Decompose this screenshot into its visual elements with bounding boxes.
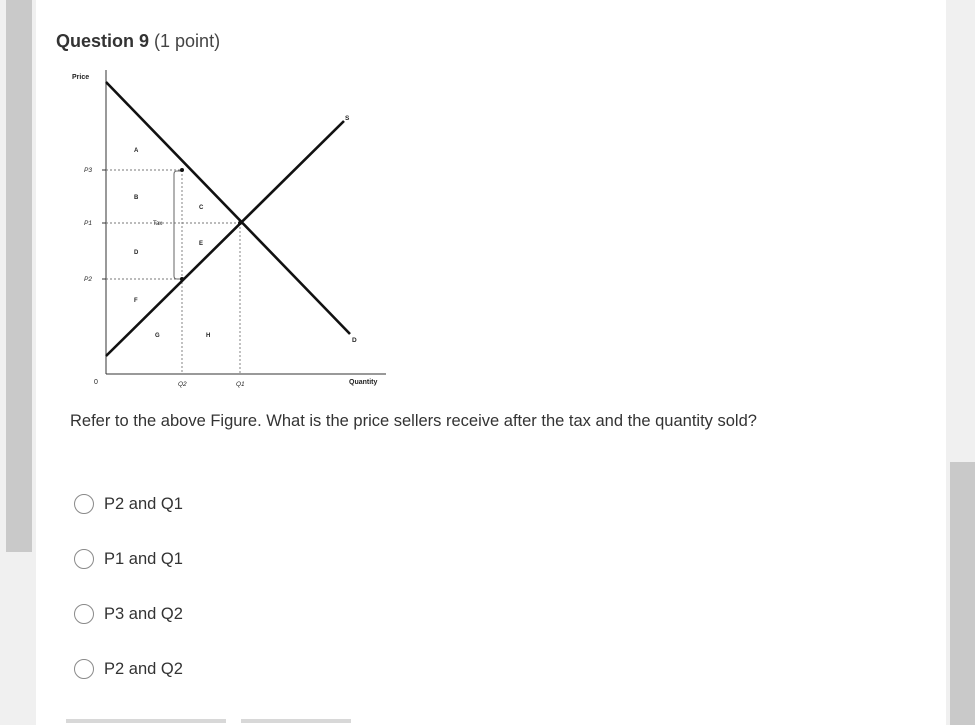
answer-option-2[interactable]	[74, 547, 183, 571]
question-title	[56, 31, 220, 52]
area-label-c: C	[199, 205, 204, 211]
tax-bracket	[174, 171, 181, 279]
footer-divider-right	[241, 719, 351, 723]
demand-curve-label: D	[352, 337, 357, 344]
question-prompt: Refer to the above Figure. What is the price sellers receive after the tax and the quantity sold?	[70, 412, 757, 430]
area-label-a: A	[134, 148, 139, 154]
answer-option-label: P2 and Q1	[104, 494, 183, 513]
price-label-p3: P3	[84, 167, 92, 174]
answer-option-1[interactable]	[74, 492, 183, 516]
area-label-g: G	[155, 333, 160, 339]
supply-curve-label: S	[345, 115, 350, 122]
left-scrollbar-thumb[interactable]	[6, 0, 32, 552]
footer-divider-left	[66, 719, 226, 723]
y-axis-label: Price	[72, 74, 90, 81]
x-axis-label: Quantity	[349, 379, 378, 386]
supply-demand-tax-figure	[66, 64, 406, 400]
price-label-p2: P2	[84, 276, 92, 283]
radio-button[interactable]	[74, 494, 94, 514]
quantity-label-q1: Q1	[236, 381, 245, 388]
right-scrollbar-thumb[interactable]	[950, 462, 975, 725]
q2-demand-point	[180, 168, 184, 172]
answer-option-label: P3 and Q2	[104, 604, 183, 623]
answer-option-label: P1 and Q1	[104, 549, 183, 568]
equilibrium-point	[238, 221, 242, 225]
q2-supply-point	[180, 277, 184, 281]
question-panel	[36, 0, 946, 725]
radio-button[interactable]	[74, 659, 94, 679]
question-points: (1 point)	[154, 31, 221, 51]
price-label-p1: P1	[84, 220, 92, 227]
area-label-f: F	[134, 298, 138, 304]
radio-button[interactable]	[74, 604, 94, 624]
answer-option-3[interactable]	[74, 602, 183, 626]
quantity-label-q2: Q2	[178, 381, 187, 388]
area-label-b: B	[134, 195, 139, 201]
area-label-d: D	[134, 250, 139, 256]
origin-label: 0	[94, 379, 98, 386]
demand-curve	[106, 82, 350, 334]
radio-button[interactable]	[74, 549, 94, 569]
question-number: Question 9	[56, 31, 150, 51]
answer-option-label: P2 and Q2	[104, 659, 183, 678]
area-label-h: H	[206, 333, 211, 339]
tax-label: Tax	[153, 221, 163, 227]
area-label-e: E	[199, 241, 204, 247]
answer-option-4[interactable]	[74, 657, 183, 681]
supply-curve	[106, 121, 344, 356]
